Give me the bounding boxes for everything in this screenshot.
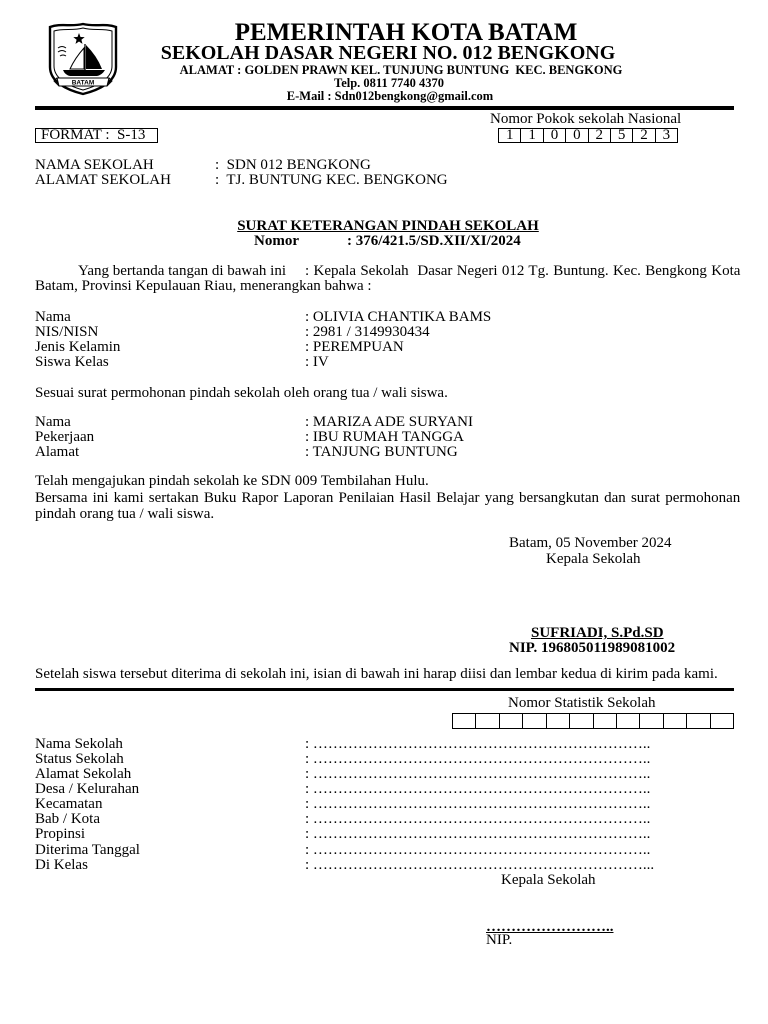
- npsn-boxes: [498, 128, 678, 143]
- receipt-field-label: Propinsi: [35, 826, 86, 842]
- npsn-digit: 0: [566, 129, 588, 142]
- receipt-signer-title: Kepala Sekolah: [501, 872, 596, 888]
- parent-address-value: : TANJUNG BUNTUNG: [305, 444, 458, 460]
- destination-note: Telah mengajukan pindah sekolah ke SDN 009 Tembilahan Hulu.: [35, 473, 429, 489]
- nss-label: Nomor Statistik Sekolah: [508, 695, 656, 711]
- letter-title: SURAT KETERANGAN PINDAH SEKOLAH: [237, 218, 539, 234]
- student-nisn-label: NIS/NISN: [35, 324, 99, 340]
- receipt-field-label: Di Kelas: [35, 857, 88, 873]
- place-date: Batam, 05 November 2024: [509, 535, 672, 551]
- nss-digit-box: [570, 714, 593, 728]
- receipt-field-blank: : …………………………………………………………..: [305, 796, 651, 812]
- receipt-field-label: Bab / Kota: [35, 811, 100, 827]
- receipt-field-label: Desa / Kelurahan: [35, 781, 140, 797]
- letterhead-phone: Telp. 0811 7740 4370: [334, 76, 444, 90]
- receipt-field-blank: : …………………………………………………………..: [305, 766, 651, 782]
- student-gender-value: : PEREMPUAN: [305, 339, 404, 355]
- school-address-label: ALAMAT SEKOLAH: [35, 172, 171, 188]
- intro-line2: Batam, Provinsi Kepulauan Riau, menerangkan bahwa :: [35, 278, 372, 294]
- parent-address-label: Alamat: [35, 444, 80, 460]
- attachment-line-2: pindah orang tua / wali siswa.: [35, 506, 215, 522]
- receipt-field-blank: : …………………………………………………………..: [305, 781, 651, 797]
- npsn-label: Nomor Pokok sekolah Nasional: [490, 111, 682, 127]
- parent-job-label: Pekerjaan: [35, 429, 95, 445]
- letterhead-email: E-Mail : Sdn012bengkong@gmail.com: [286, 89, 494, 103]
- format-code-box: FORMAT : S-13: [35, 128, 158, 143]
- signer-nip: NIP. 196805011989081002: [509, 640, 676, 656]
- receipt-nip-label: NIP.: [486, 932, 513, 948]
- npsn-digit: 1: [521, 129, 543, 142]
- nss-digit-box: [617, 714, 640, 728]
- npsn-digit: 2: [589, 129, 611, 142]
- school-name-label: NAMA SEKOLAH: [35, 157, 154, 173]
- student-gender-label: Jenis Kelamin: [35, 339, 121, 355]
- receipt-divider: [35, 688, 734, 691]
- nss-digit-box: [711, 714, 733, 728]
- attachment-line-1: Bersama ini kami sertakan Buku Rapor Laporan Penilaian Hasil Belajar yang bersangkutan dan surat permohonan: [35, 490, 741, 506]
- nss-digit-box: [500, 714, 523, 728]
- nss-digit-box: [664, 714, 687, 728]
- receipt-field-blank: : …………………………………………………………..: [305, 842, 651, 858]
- receipt-instruction: Setelah siswa tersebut diterima di sekolah ini, isian di bawah ini harap diisi dan lembar kedua di kirim pada kami.: [35, 666, 718, 682]
- school-address-value: : TJ. BUNTUNG KEC. BENGKONG: [215, 172, 448, 188]
- student-name-value: : OLIVIA CHANTIKA BAMS: [305, 309, 492, 325]
- nss-boxes: [452, 713, 734, 729]
- logo-ribbon-text: BATAM: [71, 79, 95, 87]
- parent-job-value: : IBU RUMAH TANGGA: [305, 429, 464, 445]
- npsn-digit: 1: [499, 129, 521, 142]
- nss-digit-box: [547, 714, 570, 728]
- receipt-field-label: Status Sekolah: [35, 751, 124, 767]
- student-name-label: Nama: [35, 309, 71, 325]
- receipt-field-label: Nama Sekolah: [35, 736, 123, 752]
- receipt-signature-blank: ……………………..: [486, 919, 614, 935]
- parent-name-label: Nama: [35, 414, 71, 430]
- intro-signer: : Kepala Sekolah Dasar Negeri 012 Tg. Buntung. Kec. Bengkong Kota: [305, 263, 741, 279]
- npsn-digit: 3: [662, 127, 671, 143]
- npsn-digit: 2: [633, 129, 655, 142]
- request-note: Sesuai surat permohonan pindah sekolah oleh orang tua / wali siswa.: [35, 385, 448, 401]
- npsn-digit: 0: [544, 129, 566, 142]
- nss-digit-box: [523, 714, 546, 728]
- letterhead-government: PEMERINTAH KOTA BATAM: [234, 19, 578, 46]
- nss-digit-box: [453, 714, 476, 728]
- signer-name: SUFRIADI, S.Pd.SD: [531, 625, 664, 641]
- receipt-field-blank: : …………………………………………………………..: [305, 751, 651, 767]
- nss-digit-box: [687, 714, 710, 728]
- school-name-value: : SDN 012 BENGKONG: [215, 157, 371, 173]
- receipt-field-blank: : …………………………………………………………...: [305, 857, 655, 873]
- letter-number-label: Nomor: [254, 233, 299, 249]
- student-nisn-value: : 2981 / 3149930434: [305, 324, 430, 340]
- receipt-field-blank: : …………………………………………………………..: [305, 736, 651, 752]
- receipt-field-label: Alamat Sekolah: [35, 766, 132, 782]
- npsn-digit: 5: [611, 129, 633, 142]
- nss-digit-box: [640, 714, 663, 728]
- letter-number-value: : 376/421.5/SD.XII/XI/2024: [347, 233, 521, 249]
- student-class-value: : IV: [305, 354, 329, 370]
- letterhead-divider: [35, 106, 734, 110]
- nss-digit-box: [594, 714, 617, 728]
- parent-name-value: : MARIZA ADE SURYANI: [305, 414, 473, 430]
- receipt-field-label: Diterima Tanggal: [35, 842, 140, 858]
- receipt-field-label: Kecamatan: [35, 796, 103, 812]
- receipt-field-blank: : …………………………………………………………..: [305, 811, 651, 827]
- intro-lead: Yang bertanda tangan di bawah ini: [78, 263, 287, 279]
- signer-title: Kepala Sekolah: [546, 551, 641, 567]
- receipt-field-blank: : …………………………………………………………..: [305, 826, 651, 842]
- letterhead-address: ALAMAT : GOLDEN PRAWN KEL. TUNJUNG BUNTUNG KEC. BENGKONG: [179, 63, 623, 77]
- student-class-label: Siswa Kelas: [35, 354, 109, 370]
- nss-digit-box: [476, 714, 499, 728]
- letterhead-school-name: SEKOLAH DASAR NEGERI NO. 012 BENGKONG: [160, 42, 616, 64]
